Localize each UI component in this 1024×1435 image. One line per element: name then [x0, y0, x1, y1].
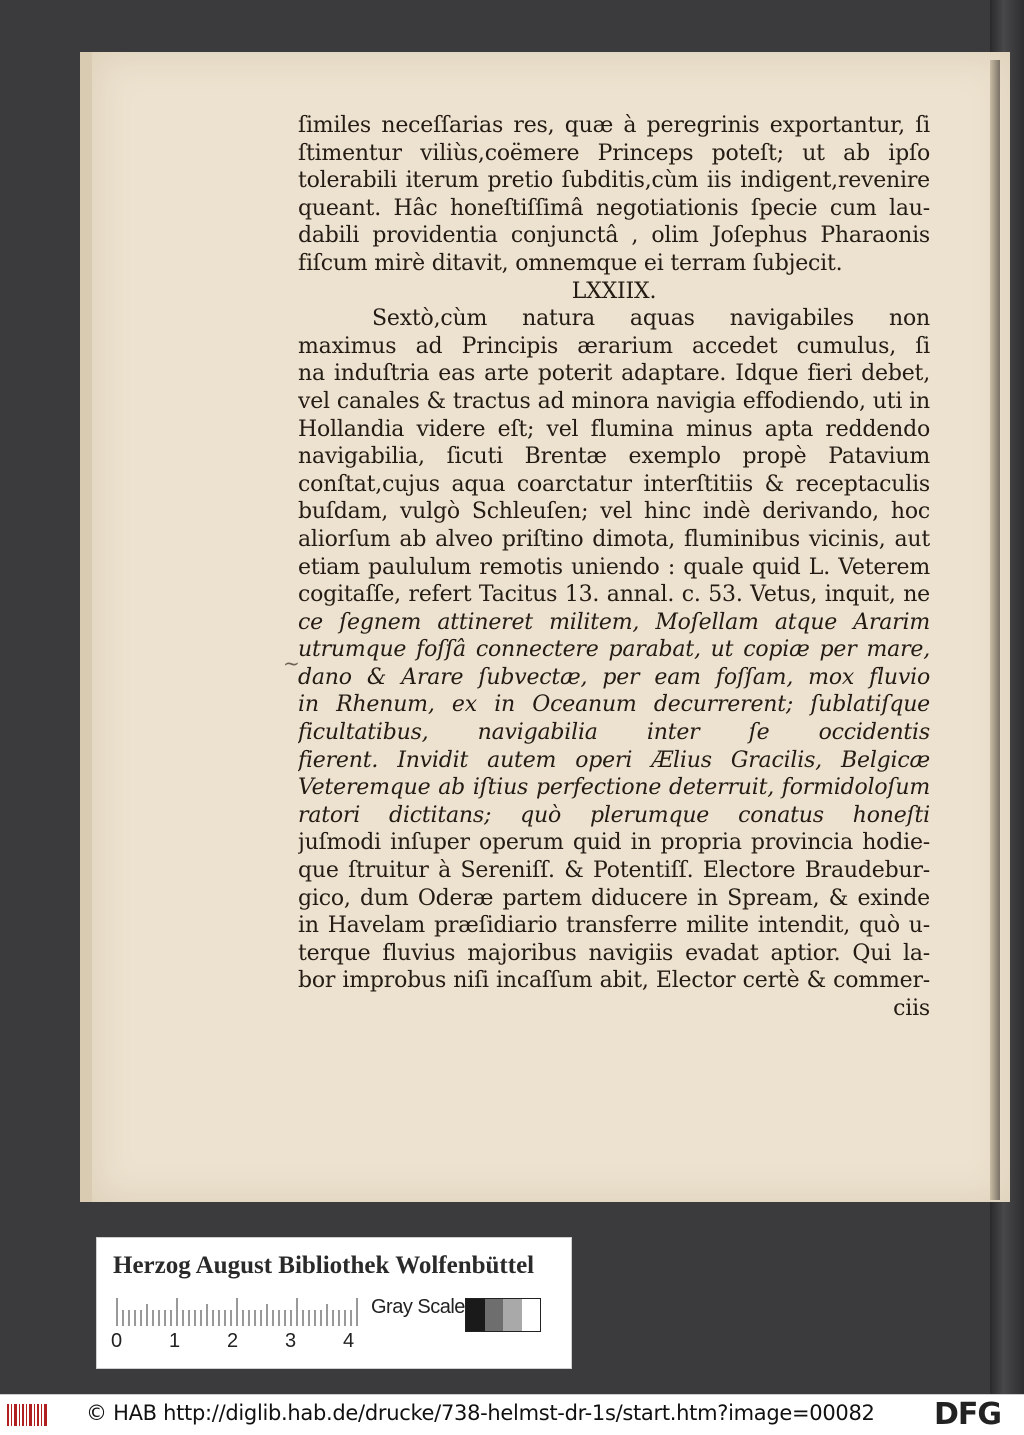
ruler-numbers — [111, 1330, 371, 1356]
text-line: fierent. Invidit autem operi Ælius Gracilis, Belgicæ — [298, 747, 930, 773]
text-line: queant. Hâc honeſtiſſimâ negotiationis ſpecie cum lau- — [298, 195, 930, 221]
text-line: ratori dictitans; quò plerumque conatus honeſti — [298, 802, 930, 828]
ruler-number: 2 — [227, 1330, 239, 1352]
gray-swatch — [503, 1299, 522, 1331]
ruler-number: 3 — [285, 1330, 297, 1352]
text-line: maximus ad Principis ærarium accedet cumulus, ſi — [298, 333, 930, 359]
library-barcode-icon — [6, 1402, 48, 1428]
gray-swatch — [466, 1299, 485, 1331]
text-line: juſmodi inſuper operum quid in propria provincia hodie- — [298, 830, 930, 856]
text-line: dano & Arare ſubvectæ, per eam foſſam, mox fluvio — [298, 664, 930, 690]
text-line: etiam paululum remotis uniendo : quale quid L. Veterem — [298, 554, 930, 580]
text-line: Sextò,cùm natura aquas navigabiles non — [372, 306, 930, 332]
text-line: na induſtria eas arte poterit adaptare. Idque fieri debet, — [298, 361, 930, 387]
text-line: tolerabili iterum pretio ſubditis,cùm iis indigent,revenire — [298, 168, 930, 194]
text-line: navigabilia, ſicuti Brentæ exemplo propè Patavium — [298, 444, 930, 470]
text-line: conſtat,cujus aqua coarctatur interſtitiis & receptaculis — [298, 471, 930, 497]
text-line: dabili providentia conjunctâ , olim Joſephus Pharaonis — [298, 223, 930, 249]
page-edge — [990, 60, 1000, 1200]
text-line: Veteremque ab iſtius perfectione deterruit, formidoloſum — [298, 775, 930, 801]
text-line: Hollandia videre eſt; vel flumina minus apta reddendo — [298, 416, 930, 442]
ruler-scale — [115, 1296, 363, 1326]
text-line: ciis — [893, 996, 930, 1021]
gray-swatch — [485, 1299, 504, 1331]
library-name: Herzog August Bibliothek Wolfenbüttel — [113, 1252, 535, 1279]
text-line: cogitaſſe, refert Tacitus 13. annal. c. 53. Vetus, inquit, ne — [298, 582, 930, 608]
text-line: vel canales & tractus ad minora navigia effodiendo, uti in — [298, 388, 930, 414]
text-line: ficultatibus, navigabilia inter ſe occidentis — [298, 720, 930, 746]
gray-swatch — [522, 1299, 541, 1331]
dfg-logo: DFG — [934, 1397, 1002, 1432]
text-line: terque fluvius majoribus navigiis evadat aptior. Qui la- — [298, 940, 930, 966]
bleed-through-text: ‌ ‌ — [268, 1014, 275, 1038]
ruler-number: 1 — [169, 1330, 181, 1352]
text-line: buſdam, vulgò Schleuſen; vel hinc indè derivando, hoc — [298, 499, 930, 525]
footer-bar — [0, 1394, 1024, 1435]
text-line: ſtimentur viliùs,coëmere Princeps poteſt; ut ab ipſo — [298, 140, 930, 166]
text-line: que ſtruitur à Sereniſſ. & Potentiſſ. Electore Braudebur- — [298, 858, 930, 884]
text-line: fiſcum mirè ditavit, omnemque ei terram ſubjecit. — [298, 250, 843, 276]
margin-mark: ~ — [283, 651, 300, 675]
text-line: LXXIIX. — [571, 278, 657, 304]
footer-url: © HAB http://diglib.hab.de/drucke/738-helmst-dr-1s/start.htm?image=00082 — [86, 1401, 875, 1425]
text-line: ſimiles neceſſarias res, quæ à peregrinis exportantur, ſi — [298, 113, 930, 138]
text-line: in Rhenum, ex in Oceanum decurrerent; ſublatiſque — [298, 692, 930, 718]
gray-scale-swatches — [465, 1298, 541, 1332]
gray-scale-label: Gray Scale — [371, 1296, 465, 1318]
ruler-number: 0 — [111, 1330, 123, 1352]
text-line: bor improbus niſi incaſſum abit, Elector certè & commer- — [298, 968, 930, 994]
page-text — [298, 112, 930, 1023]
text-line: utrumque foſſâ connectere parabat, ut copiæ per mare, — [298, 637, 930, 663]
text-line: aliorſum ab alveo priſtino dimota, fluminibus vicinis, aut — [298, 526, 930, 552]
text-line: in Havelam præſidiario transferre milite intendit, quò u- — [298, 913, 930, 939]
text-line: ce ſegnem attineret militem, Moſellam atque Ararim — [298, 609, 930, 635]
library-card — [96, 1237, 572, 1369]
text-line: gico, dum Oderæ partem diducere in Spream, & exinde — [298, 885, 930, 911]
ruler-number: 4 — [343, 1330, 355, 1352]
